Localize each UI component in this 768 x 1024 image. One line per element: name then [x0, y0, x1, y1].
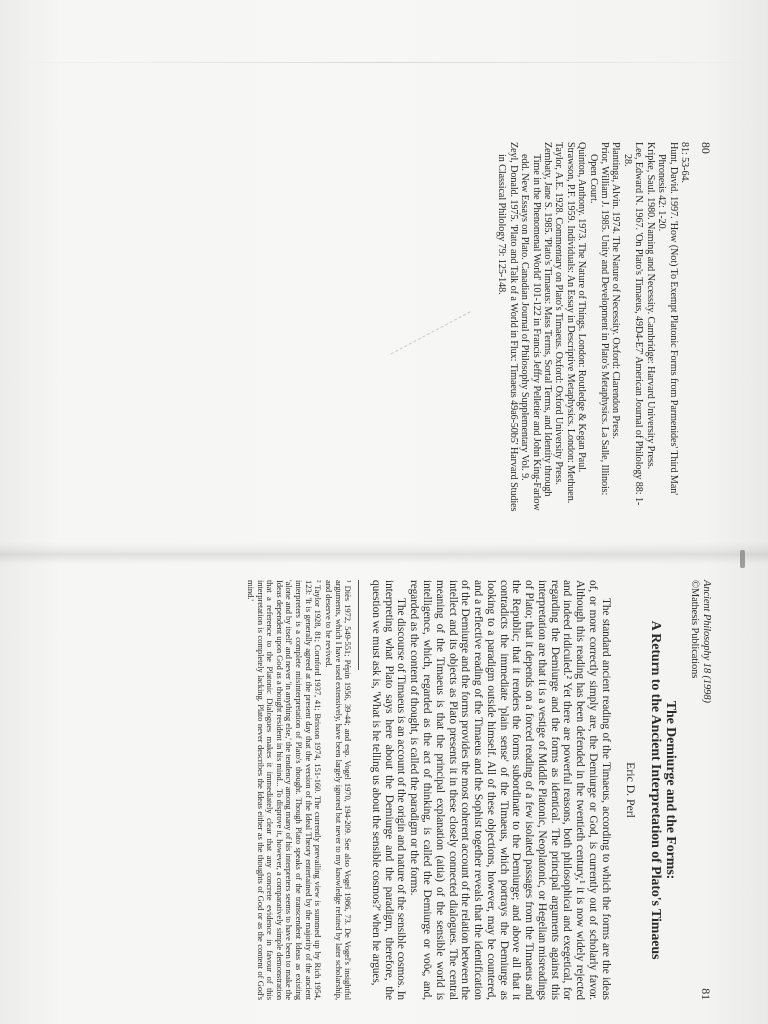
reference-item: Zembaty, Jane S. 1985. 'Plato's Timaeus: Mass Terms, Sortal Terms, and Identity through Time in the Phenomenal World' 101-122 in Francis Jeffry Pelletier and John King-Farlow edd. New Essays on Plato. Canadian Journal of Philosophy Supplementary Vol. 9.: [519, 142, 553, 511]
article-subtitle: A Return to the Ancient Interpretation of Plato's Timaeus: [647, 620, 663, 960]
reference-item: Plantinga, Alvin. 1974. The Nature of Necessity. Oxford: Clarendon Press.: [610, 142, 622, 439]
book-gutter: [0, 542, 768, 564]
reference-item: Zeyl, Donald. 1975. 'Plato and Talk of a World in Flux: Timaeus 49a6-50b5' Harvard Studies in Classical Philology 79: 125-148.: [496, 142, 519, 512]
reference-item: Prior, William J. 1985. Unity and Development in Plato's Metaphysics. La Salle, Illinois: Open Court.: [587, 142, 611, 496]
footnote: ¹ Diès 1972, 549-551; Pépin 1956, 39-44; and esp. Vogel 1970, 194-209. See also Vogel 1986, 73. De Vogel's insightful arguments, which I have used extensively, have been largely ignored but never to my knowledge refuted by later scholarship, and deserve to be revived.: [323, 580, 354, 1000]
body-paragraph: The standard ancient reading of the Timaeus, according to which the forms are the ideas of, or more correctly simply are, the Demiurge or God, is currently out of scholarly favor. Although this reading has been defended in the twentieth century,¹ it is now widely rejected and indeed ridiculed.² Yet there are powerful reasons, both philosophical and exegetical, for regarding the Demiurge and the forms as identical. The principal arguments against this interpretation are that it is a vestige of Middle Platonic, Neoplatonic, or Hegelian misreadings of Plato; that it depends on a forced reading of a few isolated passages from the Timaeus and the Republic; that it renders the forms subordinate to the Demiurge; and above all that it contradicts the immediate 'plain sense' of the Timaeus, which portrays the Demiurge as looking to a paradigm outside himself. All of these objections, however, may be countered, and a reflective reading of the Timaeus and the Sophist together reveals that the identification of the Demiurge and the forms provides the most coherent account of the relation between the intellect and its objects as Plato presents it in these closely connected dialogues. The central meaning of the Timaeus is that the principal explanation (aitia) of the sensible world is intelligence, which, regarded as the act of thinking, is called the Demiurge or νοῦς, and, regarded as the content of thought, is called the paradigm or the forms.: [408, 580, 612, 1000]
page-number-right: 81: [699, 988, 713, 1000]
page-edge: [0, 62, 768, 63]
scan-mark: [740, 550, 745, 568]
footnote-rule: [358, 580, 359, 670]
right-page: [62, 580, 712, 1000]
reference-item: Hunt, David. 1997. 'How (Not) To Exempt Platonic Forms from Parmenides' Third Man' Phronesis 42: 1-20.: [656, 142, 679, 496]
reference-item: Taylor, A.E. 1928. Commentary on Plato's Timaeus. Oxford: Oxford University Press.: [553, 142, 565, 485]
body-paragraph: The discourse of Timaeus is an account of the origin and nature of the sensible cosmos. In interpreting what Plato says here about the Demiurge and the paradigm, therefore, the question we must ask is, 'What is he telling us about the sensible cosmos?' when he argues,: [369, 580, 408, 1000]
reference-item: 81: 53-64.: [679, 142, 690, 183]
reference-item: Kripke, Saul. 1980. Naming and Necessity. Cambridge: Harvard University Press.: [644, 142, 656, 470]
page-number-left: 80: [699, 142, 713, 154]
reference-item: Quinton, Anthony. 1973. The Nature of Things. London: Routledge & Kegan Paul.: [576, 142, 588, 473]
footnote: ² Taylor 1928, 81; Cornford 1937, 41; Brisson 1974, 151-160. The currently prevailing view is summed up by Rich 1954, 123: 'It is generally agreed at the present day that the version of the Ideal Theory entertained by the majority of the ancient interpreters is a complete misinterpretation of Plato's thought. Though Plato speaks of the transcendent Ideas as existing 'alone and by itself' and never 'in anything else,' the tendency among many of his interpreters seems to have been to make the Ideas dependent upon God as a thought resident in his mind... To disprove it, however, a comparatively simple demonstration that a reference to the Platonic Dialogues makes it immediately clear that any concrete evidence in favour of this interpretation is completely lacking. Plato never describes the Ideas either as the thoughts of God or as the content of God's mind.': [245, 580, 324, 1000]
references-list: [496, 142, 690, 512]
publisher-line: ©Mathesis Publications: [689, 580, 701, 679]
journal-citation: Ancient Philosophy 18 (1998): [701, 580, 712, 703]
reference-item: Strawson, P.F. 1959. Individuals: An Essay in Descriptive Metaphysics. London: Methuen.: [564, 142, 576, 504]
left-page: [192, 142, 712, 512]
reference-item: Lee, Edward N. 1967. 'On Plato's Timaeus, 49D4-E7' American Journal of Philology 88: 1-28.: [621, 142, 645, 506]
author-name: Eric D. Perl: [624, 762, 639, 818]
article-title: The Demiurge and the Forms:: [663, 700, 679, 880]
